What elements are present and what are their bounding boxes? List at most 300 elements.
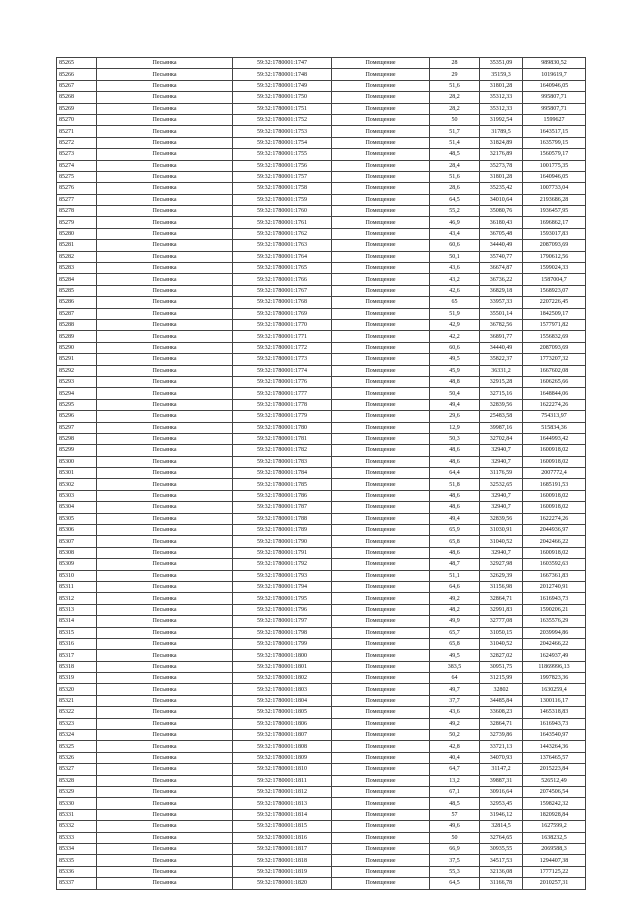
locality-cell: Песьянка xyxy=(97,513,233,524)
locality-cell: Песьянка xyxy=(97,263,233,274)
locality-cell: Песьянка xyxy=(97,707,233,718)
cadastral-number-cell: 59:32:1780001:1784 xyxy=(233,468,332,479)
cadastral-value-cell: 1640946,05 xyxy=(523,80,586,91)
cadastral-number-cell: 59:32:1780001:1754 xyxy=(233,137,332,148)
specific-value-cell: 32839,56 xyxy=(480,513,523,524)
specific-value-cell: 35273,78 xyxy=(480,160,523,171)
cadastral-value-cell: 1376465,57 xyxy=(523,752,586,763)
cadastral-value-cell: 754313,97 xyxy=(523,411,586,422)
row-number-cell: 85279 xyxy=(57,217,97,228)
specific-value-cell: 25483,58 xyxy=(480,411,523,422)
specific-value-cell: 32940,7 xyxy=(480,547,523,558)
area-cell: 50 xyxy=(430,832,480,843)
table-row xyxy=(57,787,586,798)
cadastral-value-cell: 1587004,7 xyxy=(523,274,586,285)
table-row xyxy=(57,319,586,330)
table-row xyxy=(57,479,586,490)
locality-cell: Песьянка xyxy=(97,604,233,615)
cadastral-number-cell: 59:32:1780001:1778 xyxy=(233,399,332,410)
cadastral-value-cell: 1997823,36 xyxy=(523,673,586,684)
row-number-cell: 85267 xyxy=(57,80,97,91)
locality-cell: Песьянка xyxy=(97,69,233,80)
row-number-cell: 85298 xyxy=(57,433,97,444)
cadastral-number-cell: 59:32:1780001:1791 xyxy=(233,547,332,558)
specific-value-cell: 32802 xyxy=(480,684,523,695)
object-type-cell: Помещение xyxy=(332,547,430,558)
specific-value-cell: 30916,64 xyxy=(480,787,523,798)
table-row xyxy=(57,821,586,832)
cadastral-value-cell: 1635799,15 xyxy=(523,137,586,148)
row-number-cell: 85329 xyxy=(57,787,97,798)
locality-cell: Песьянка xyxy=(97,171,233,182)
specific-value-cell: 31789,5 xyxy=(480,126,523,137)
area-cell: 51,6 xyxy=(430,80,480,91)
cadastral-number-cell: 59:32:1780001:1819 xyxy=(233,866,332,877)
row-number-cell: 85319 xyxy=(57,673,97,684)
table-row xyxy=(57,673,586,684)
table-row xyxy=(57,126,586,137)
table-row xyxy=(57,764,586,775)
object-type-cell: Помещение xyxy=(332,581,430,592)
cadastral-value-cell: 995807,71 xyxy=(523,92,586,103)
cadastral-number-cell: 59:32:1780001:1801 xyxy=(233,661,332,672)
specific-value-cell: 32739,86 xyxy=(480,730,523,741)
object-type-cell: Помещение xyxy=(332,342,430,353)
cadastral-number-cell: 59:32:1780001:1800 xyxy=(233,650,332,661)
table-row xyxy=(57,365,586,376)
object-type-cell: Помещение xyxy=(332,707,430,718)
table-row xyxy=(57,832,586,843)
specific-value-cell: 32953,45 xyxy=(480,798,523,809)
table-row xyxy=(57,775,586,786)
locality-cell: Песьянка xyxy=(97,433,233,444)
table-row xyxy=(57,684,586,695)
area-cell: 48,2 xyxy=(430,604,480,615)
locality-cell: Песьянка xyxy=(97,388,233,399)
area-cell: 65,8 xyxy=(430,536,480,547)
row-number-cell: 85309 xyxy=(57,559,97,570)
row-number-cell: 85335 xyxy=(57,855,97,866)
area-cell: 48,7 xyxy=(430,559,480,570)
row-number-cell: 85294 xyxy=(57,388,97,399)
object-type-cell: Помещение xyxy=(332,160,430,171)
cadastral-number-cell: 59:32:1780001:1749 xyxy=(233,80,332,91)
cadastral-number-cell: 59:32:1780001:1808 xyxy=(233,741,332,752)
specific-value-cell: 32532,65 xyxy=(480,479,523,490)
cadastral-value-cell: 1630259,4 xyxy=(523,684,586,695)
cadastral-number-cell: 59:32:1780001:1769 xyxy=(233,308,332,319)
object-type-cell: Помещение xyxy=(332,433,430,444)
table-row xyxy=(57,798,586,809)
cadastral-number-cell: 59:32:1780001:1774 xyxy=(233,365,332,376)
row-number-cell: 85296 xyxy=(57,411,97,422)
specific-value-cell: 34440,49 xyxy=(480,342,523,353)
table-row xyxy=(57,228,586,239)
cadastral-number-cell: 59:32:1780001:1759 xyxy=(233,194,332,205)
locality-cell: Песьянка xyxy=(97,559,233,570)
locality-cell: Песьянка xyxy=(97,331,233,342)
locality-cell: Песьянка xyxy=(97,376,233,387)
area-cell: 65,7 xyxy=(430,627,480,638)
row-number-cell: 85305 xyxy=(57,513,97,524)
locality-cell: Песьянка xyxy=(97,627,233,638)
area-cell: 64,6 xyxy=(430,581,480,592)
table-row xyxy=(57,604,586,615)
object-type-cell: Помещение xyxy=(332,285,430,296)
row-number-cell: 85297 xyxy=(57,422,97,433)
locality-cell: Песьянка xyxy=(97,775,233,786)
specific-value-cell: 33608,23 xyxy=(480,707,523,718)
table-row xyxy=(57,513,586,524)
area-cell: 29,6 xyxy=(430,411,480,422)
cadastral-value-cell: 1600918,02 xyxy=(523,490,586,501)
table-row xyxy=(57,468,586,479)
row-number-cell: 85282 xyxy=(57,251,97,262)
locality-cell: Песьянка xyxy=(97,126,233,137)
cadastral-number-cell: 59:32:1780001:1790 xyxy=(233,536,332,547)
locality-cell: Песьянка xyxy=(97,764,233,775)
area-cell: 48,5 xyxy=(430,798,480,809)
cadastral-value-cell: 1627599,2 xyxy=(523,821,586,832)
row-number-cell: 85271 xyxy=(57,126,97,137)
object-type-cell: Помещение xyxy=(332,206,430,217)
table-row xyxy=(57,308,586,319)
cadastral-value-cell: 1598242,32 xyxy=(523,798,586,809)
area-cell: 65,8 xyxy=(430,638,480,649)
locality-cell: Песьянка xyxy=(97,80,233,91)
specific-value-cell: 36705,48 xyxy=(480,228,523,239)
table-row xyxy=(57,730,586,741)
cadastral-number-cell: 59:32:1780001:1806 xyxy=(233,718,332,729)
row-number-cell: 85300 xyxy=(57,456,97,467)
row-number-cell: 85317 xyxy=(57,650,97,661)
locality-cell: Песьянка xyxy=(97,695,233,706)
table-row xyxy=(57,103,586,114)
locality-cell: Песьянка xyxy=(97,843,233,854)
row-number-cell: 85273 xyxy=(57,149,97,160)
table-row xyxy=(57,342,586,353)
cadastral-value-cell: 1936457,95 xyxy=(523,206,586,217)
object-type-cell: Помещение xyxy=(332,843,430,854)
cadastral-value-cell: 989830,52 xyxy=(523,58,586,69)
table-row xyxy=(57,263,586,274)
cadastral-value-cell: 1593017,83 xyxy=(523,228,586,239)
specific-value-cell: 32814,5 xyxy=(480,821,523,832)
locality-cell: Песьянка xyxy=(97,502,233,513)
area-cell: 55,3 xyxy=(430,866,480,877)
row-number-cell: 85270 xyxy=(57,114,97,125)
object-type-cell: Помещение xyxy=(332,365,430,376)
specific-value-cell: 36180,43 xyxy=(480,217,523,228)
area-cell: 48,6 xyxy=(430,490,480,501)
row-number-cell: 85292 xyxy=(57,365,97,376)
object-type-cell: Помещение xyxy=(332,684,430,695)
cadastral-value-cell: 2044936,97 xyxy=(523,525,586,536)
cadastral-value-cell: 1643517,15 xyxy=(523,126,586,137)
object-type-cell: Помещение xyxy=(332,673,430,684)
cadastral-value-cell: 1622274,26 xyxy=(523,513,586,524)
specific-value-cell: 31176,59 xyxy=(480,468,523,479)
table-row xyxy=(57,809,586,820)
cadastral-number-cell: 59:32:1780001:1803 xyxy=(233,684,332,695)
object-type-cell: Помещение xyxy=(332,69,430,80)
table-row xyxy=(57,149,586,160)
object-type-cell: Помещение xyxy=(332,274,430,285)
cadastral-number-cell: 59:32:1780001:1820 xyxy=(233,878,332,889)
table-row xyxy=(57,661,586,672)
cadastral-value-cell: 2069588,3 xyxy=(523,843,586,854)
cadastral-value-cell: 1648844,06 xyxy=(523,388,586,399)
object-type-cell: Помещение xyxy=(332,422,430,433)
specific-value-cell: 35312,33 xyxy=(480,92,523,103)
locality-cell: Песьянка xyxy=(97,228,233,239)
locality-cell: Песьянка xyxy=(97,809,233,820)
cadastral-number-cell: 59:32:1780001:1794 xyxy=(233,581,332,592)
locality-cell: Песьянка xyxy=(97,468,233,479)
row-number-cell: 85278 xyxy=(57,206,97,217)
cadastral-number-cell: 59:32:1780001:1782 xyxy=(233,445,332,456)
row-number-cell: 85316 xyxy=(57,638,97,649)
locality-cell: Песьянка xyxy=(97,194,233,205)
cadastral-value-cell: 1696862,17 xyxy=(523,217,586,228)
area-cell: 60,6 xyxy=(430,342,480,353)
object-type-cell: Помещение xyxy=(332,217,430,228)
table-row xyxy=(57,354,586,365)
row-number-cell: 85337 xyxy=(57,878,97,889)
area-cell: 65,9 xyxy=(430,525,480,536)
specific-value-cell: 32940,7 xyxy=(480,502,523,513)
row-number-cell: 85287 xyxy=(57,308,97,319)
cadastral-value-cell: 2193686,28 xyxy=(523,194,586,205)
table-row xyxy=(57,638,586,649)
cadastral-value-cell: 526512,49 xyxy=(523,775,586,786)
object-type-cell: Помещение xyxy=(332,114,430,125)
cadastral-value-cell: 1640946,05 xyxy=(523,171,586,182)
cadastral-number-cell: 59:32:1780001:1804 xyxy=(233,695,332,706)
object-type-cell: Помещение xyxy=(332,376,430,387)
table-row xyxy=(57,171,586,182)
cadastral-number-cell: 59:32:1780001:1789 xyxy=(233,525,332,536)
cadastral-value-table xyxy=(56,57,586,890)
locality-cell: Песьянка xyxy=(97,536,233,547)
cadastral-value-cell: 1790612,56 xyxy=(523,251,586,262)
cadastral-number-cell: 59:32:1780001:1755 xyxy=(233,149,332,160)
area-cell: 28 xyxy=(430,58,480,69)
table-row xyxy=(57,388,586,399)
row-number-cell: 85274 xyxy=(57,160,97,171)
table-row xyxy=(57,456,586,467)
table-row xyxy=(57,616,586,627)
specific-value-cell: 31050,15 xyxy=(480,627,523,638)
area-cell: 49,4 xyxy=(430,399,480,410)
cadastral-number-cell: 59:32:1780001:1783 xyxy=(233,456,332,467)
cadastral-value-cell: 1007733,04 xyxy=(523,183,586,194)
row-number-cell: 85310 xyxy=(57,570,97,581)
cadastral-value-cell: 1001775,35 xyxy=(523,160,586,171)
row-number-cell: 85289 xyxy=(57,331,97,342)
table-row xyxy=(57,297,586,308)
cadastral-value-cell: 1600918,02 xyxy=(523,456,586,467)
cadastral-number-cell: 59:32:1780001:1762 xyxy=(233,228,332,239)
table-row xyxy=(57,58,586,69)
specific-value-cell: 32764,65 xyxy=(480,832,523,843)
locality-cell: Песьянка xyxy=(97,274,233,285)
specific-value-cell: 32136,08 xyxy=(480,866,523,877)
row-number-cell: 85286 xyxy=(57,297,97,308)
cadastral-number-cell: 59:32:1780001:1779 xyxy=(233,411,332,422)
specific-value-cell: 30935,55 xyxy=(480,843,523,854)
cadastral-value-cell: 1556832,69 xyxy=(523,331,586,342)
area-cell: 64,7 xyxy=(430,764,480,775)
area-cell: 28,2 xyxy=(430,103,480,114)
locality-cell: Песьянка xyxy=(97,832,233,843)
locality-cell: Песьянка xyxy=(97,399,233,410)
table-row xyxy=(57,251,586,262)
locality-cell: Песьянка xyxy=(97,103,233,114)
table-row xyxy=(57,206,586,217)
specific-value-cell: 36674,87 xyxy=(480,263,523,274)
object-type-cell: Помещение xyxy=(332,445,430,456)
table-row xyxy=(57,376,586,387)
object-type-cell: Помещение xyxy=(332,752,430,763)
cadastral-value-cell: 1568923,07 xyxy=(523,285,586,296)
cadastral-value-cell: 2015223,84 xyxy=(523,764,586,775)
locality-cell: Песьянка xyxy=(97,411,233,422)
specific-value-cell: 31801,28 xyxy=(480,171,523,182)
locality-cell: Песьянка xyxy=(97,638,233,649)
object-type-cell: Помещение xyxy=(332,456,430,467)
specific-value-cell: 32839,56 xyxy=(480,399,523,410)
cadastral-number-cell: 59:32:1780001:1788 xyxy=(233,513,332,524)
cadastral-value-cell: 1777125,22 xyxy=(523,866,586,877)
cadastral-value-cell: 515834,36 xyxy=(523,422,586,433)
object-type-cell: Помещение xyxy=(332,171,430,182)
row-number-cell: 85327 xyxy=(57,764,97,775)
table-row xyxy=(57,650,586,661)
specific-value-cell: 35312,33 xyxy=(480,103,523,114)
cadastral-number-cell: 59:32:1780001:1816 xyxy=(233,832,332,843)
cadastral-number-cell: 59:32:1780001:1795 xyxy=(233,593,332,604)
locality-cell: Песьянка xyxy=(97,593,233,604)
table-row xyxy=(57,707,586,718)
area-cell: 50,3 xyxy=(430,433,480,444)
locality-cell: Песьянка xyxy=(97,285,233,296)
area-cell: 48,6 xyxy=(430,456,480,467)
row-number-cell: 85336 xyxy=(57,866,97,877)
specific-value-cell: 36829,18 xyxy=(480,285,523,296)
table-row xyxy=(57,183,586,194)
cadastral-value-cell: 2087093,69 xyxy=(523,342,586,353)
row-number-cell: 85276 xyxy=(57,183,97,194)
specific-value-cell: 31147,2 xyxy=(480,764,523,775)
specific-value-cell: 31215,99 xyxy=(480,673,523,684)
row-number-cell: 85303 xyxy=(57,490,97,501)
specific-value-cell: 36736,22 xyxy=(480,274,523,285)
locality-cell: Песьянка xyxy=(97,308,233,319)
locality-cell: Песьянка xyxy=(97,149,233,160)
table-row xyxy=(57,855,586,866)
table-row xyxy=(57,536,586,547)
cadastral-number-cell: 59:32:1780001:1813 xyxy=(233,798,332,809)
locality-cell: Песьянка xyxy=(97,160,233,171)
cadastral-value-cell: 2012740,91 xyxy=(523,581,586,592)
locality-cell: Песьянка xyxy=(97,616,233,627)
table-row xyxy=(57,570,586,581)
table-row xyxy=(57,593,586,604)
locality-cell: Песьянка xyxy=(97,456,233,467)
specific-value-cell: 34010,64 xyxy=(480,194,523,205)
object-type-cell: Помещение xyxy=(332,388,430,399)
row-number-cell: 85302 xyxy=(57,479,97,490)
area-cell: 64,5 xyxy=(430,194,480,205)
row-number-cell: 85272 xyxy=(57,137,97,148)
table-row xyxy=(57,114,586,125)
specific-value-cell: 35080,76 xyxy=(480,206,523,217)
specific-value-cell: 34517,53 xyxy=(480,855,523,866)
locality-cell: Песьянка xyxy=(97,354,233,365)
cadastral-number-cell: 59:32:1780001:1818 xyxy=(233,855,332,866)
cadastral-value-cell: 1600918,02 xyxy=(523,502,586,513)
locality-cell: Песьянка xyxy=(97,570,233,581)
cadastral-number-cell: 59:32:1780001:1786 xyxy=(233,490,332,501)
specific-value-cell: 32940,7 xyxy=(480,456,523,467)
object-type-cell: Помещение xyxy=(332,183,430,194)
object-type-cell: Помещение xyxy=(332,866,430,877)
table-row xyxy=(57,581,586,592)
area-cell: 45,9 xyxy=(430,365,480,376)
area-cell: 64 xyxy=(430,673,480,684)
cadastral-value-cell: 1616943,73 xyxy=(523,593,586,604)
cadastral-number-cell: 59:32:1780001:1761 xyxy=(233,217,332,228)
cadastral-number-cell: 59:32:1780001:1811 xyxy=(233,775,332,786)
area-cell: 67,1 xyxy=(430,787,480,798)
table-row xyxy=(57,502,586,513)
table-row xyxy=(57,285,586,296)
area-cell: 49,9 xyxy=(430,616,480,627)
specific-value-cell: 35351,09 xyxy=(480,58,523,69)
specific-value-cell: 31156,98 xyxy=(480,581,523,592)
object-type-cell: Помещение xyxy=(332,80,430,91)
object-type-cell: Помещение xyxy=(332,832,430,843)
area-cell: 65 xyxy=(430,297,480,308)
area-cell: 51,8 xyxy=(430,479,480,490)
locality-cell: Песьянка xyxy=(97,240,233,251)
table-row xyxy=(57,752,586,763)
object-type-cell: Помещение xyxy=(332,593,430,604)
object-type-cell: Помещение xyxy=(332,194,430,205)
area-cell: 49,6 xyxy=(430,821,480,832)
cadastral-number-cell: 59:32:1780001:1752 xyxy=(233,114,332,125)
cadastral-value-cell: 1019619,7 xyxy=(523,69,586,80)
cadastral-number-cell: 59:32:1780001:1751 xyxy=(233,103,332,114)
locality-cell: Песьянка xyxy=(97,206,233,217)
cadastral-value-cell: 1443264,36 xyxy=(523,741,586,752)
area-cell: 49,2 xyxy=(430,718,480,729)
table-row xyxy=(57,433,586,444)
cadastral-number-cell: 59:32:1780001:1756 xyxy=(233,160,332,171)
table-row xyxy=(57,866,586,877)
cadastral-value-cell: 2042466,22 xyxy=(523,536,586,547)
row-number-cell: 85301 xyxy=(57,468,97,479)
area-cell: 28,2 xyxy=(430,92,480,103)
row-number-cell: 85290 xyxy=(57,342,97,353)
cadastral-number-cell: 59:32:1780001:1797 xyxy=(233,616,332,627)
cadastral-value-cell: 1643540,97 xyxy=(523,730,586,741)
cadastral-value-cell: 1577971,82 xyxy=(523,319,586,330)
area-cell: 48,6 xyxy=(430,445,480,456)
row-number-cell: 85322 xyxy=(57,707,97,718)
row-number-cell: 85331 xyxy=(57,809,97,820)
